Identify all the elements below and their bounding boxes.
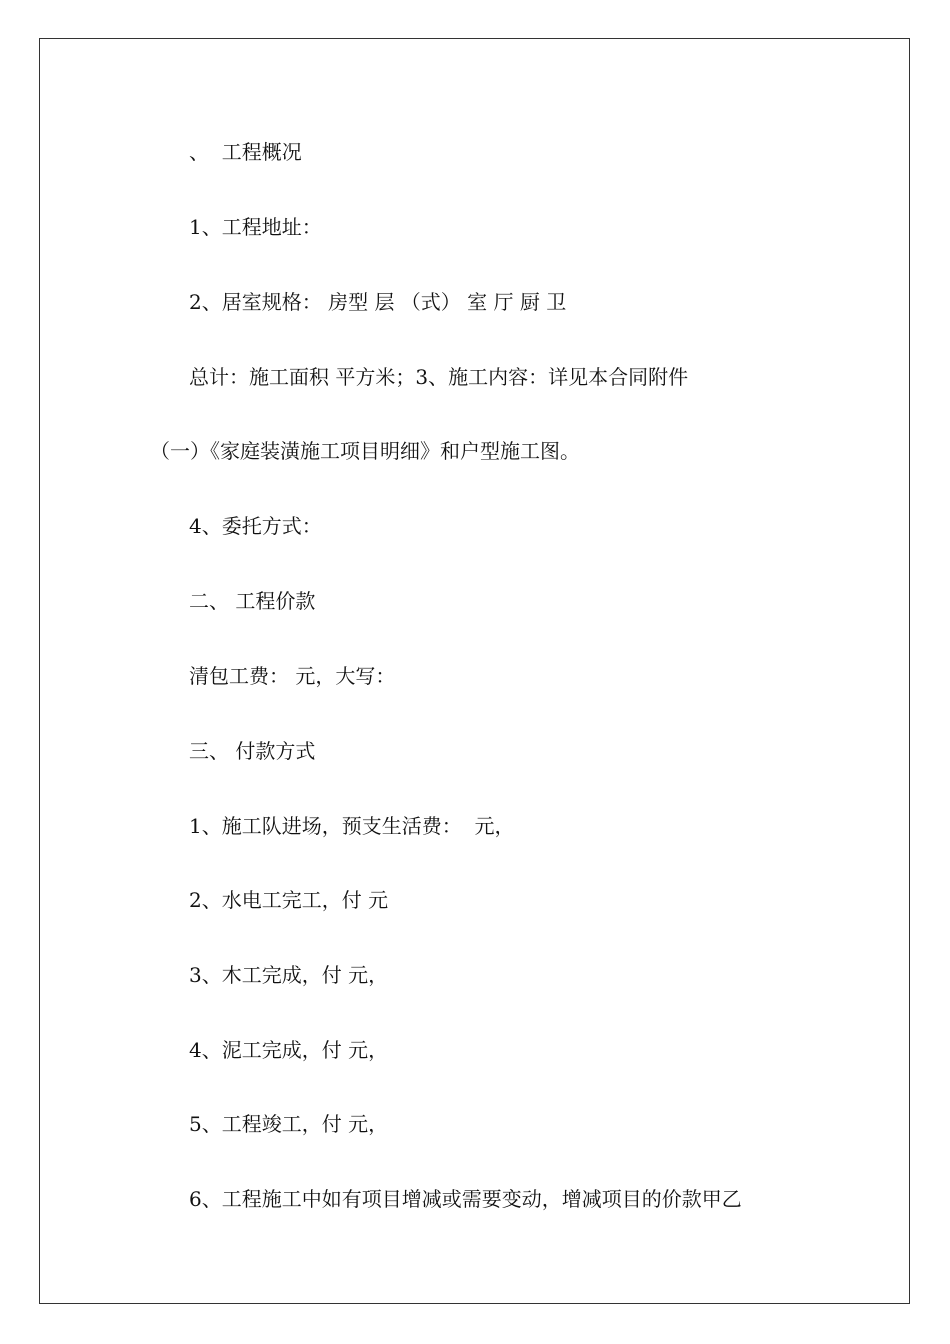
- labor-fee-line: 清包工费： 元，大写：: [189, 664, 396, 688]
- attachment-line: （一）《家庭装潢施工项目明细》和户型施工图。: [150, 439, 580, 463]
- section-heading-project-overview: 、 工程概况: [189, 140, 302, 164]
- payment-item-4: 4、泥工完成，付 元，: [189, 1038, 389, 1062]
- payment-item-5: 5、工程竣工，付 元，: [189, 1112, 389, 1136]
- section-heading-payment-method: 三、 付款方式: [189, 739, 316, 763]
- payment-item-2: 2、水电工完工，付 元: [189, 888, 389, 912]
- commission-method-line: 4、委托方式：: [189, 514, 322, 538]
- payment-item-6: 6、工程施工中如有项目增减或需要变动，增减项目的价款甲乙: [189, 1187, 742, 1211]
- payment-item-3: 3、木工完成，付 元，: [189, 963, 389, 987]
- payment-item-1: 1、施工队进场，预支生活费： 元，: [189, 814, 515, 838]
- section-heading-project-price: 二、 工程价款: [189, 589, 316, 613]
- project-address-line: 1、工程地址：: [189, 215, 322, 239]
- total-area-line: 总计：施工面积 平方米；3、施工内容：详见本合同附件: [189, 365, 689, 389]
- room-spec-line: 2、居室规格： 房型 层 （式） 室 厅 厨 卫: [189, 290, 567, 314]
- page-border: [39, 38, 910, 1304]
